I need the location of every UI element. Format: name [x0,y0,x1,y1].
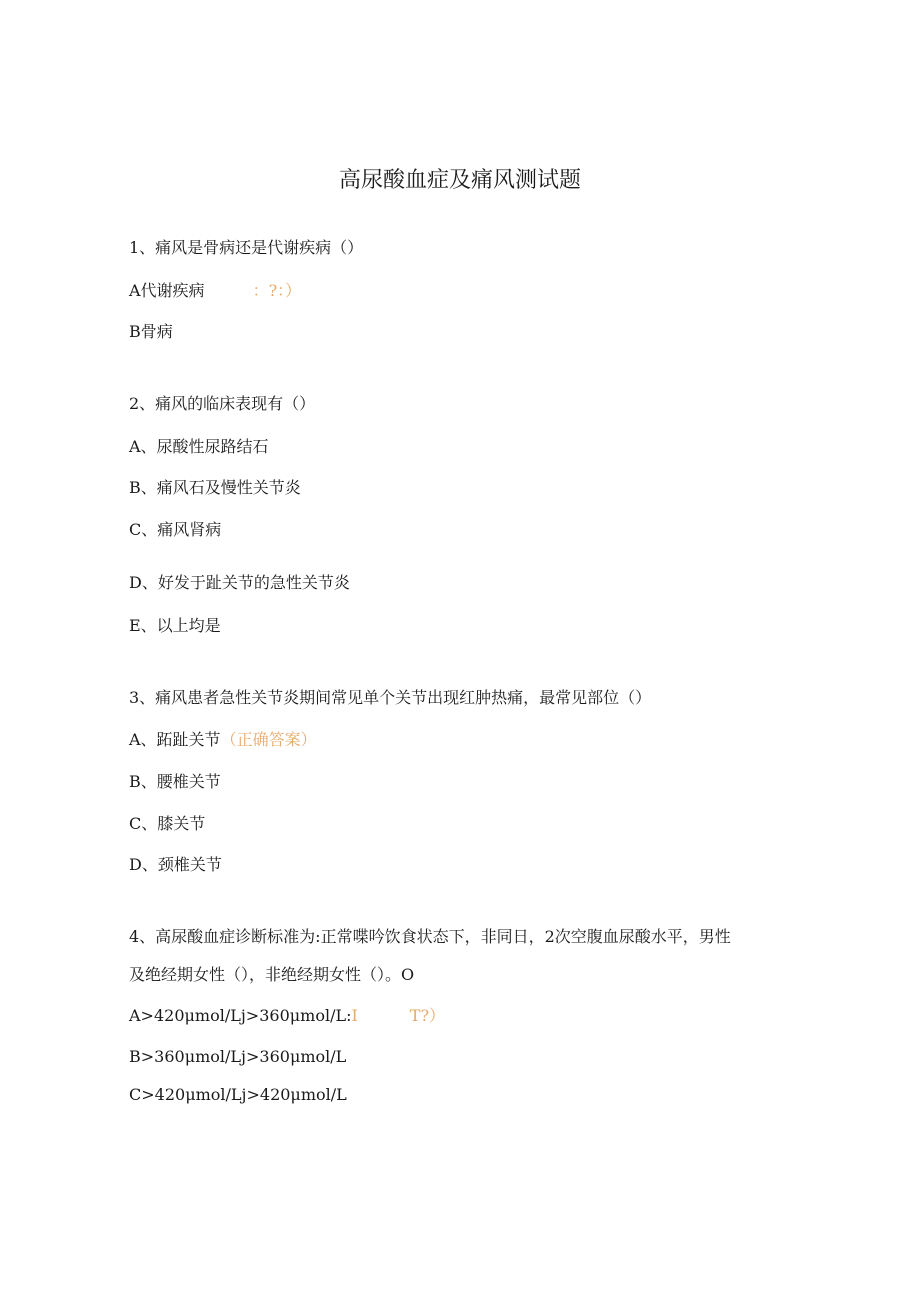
option-text: A>420μmol∕Lj>360μmol∕L: [129,1006,352,1025]
question-4-option-b: B>360μmol∕Lj>360μmol∕L [129,1047,347,1066]
question-3-stem: 3、痛风患者急性关节炎期间常见单个关节出现红肿热痛，最常见部位（） [129,688,652,707]
answer-mark: I [351,1006,358,1025]
question-3-option-c: C、膝关节 [129,814,206,833]
question-2-option-c: C、痛风肾病 [129,520,222,539]
question-4-stem-line-2: 及绝经期女性（），非绝经期女性（）。O [129,965,415,984]
option-text: A、跖趾关节 [129,730,221,749]
question-2-option-e: E、以上均是 [129,616,221,635]
question-2-stem: 2、痛风的临床表现有（） [129,394,316,413]
answer-mark: T?） [409,1006,446,1025]
question-4-option-a [129,1005,445,1027]
question-2-option-d: D、好发于趾关节的急性关节炎 [129,573,350,592]
question-1-option-a [129,280,301,302]
page-title: 高尿酸血症及痛风测试题 [338,168,581,193]
question-3-option-b: B、腰椎关节 [129,772,221,791]
question-3-option-d: D、颈椎关节 [129,855,222,874]
question-2-option-b: B、痛风石及慢性关节炎 [129,478,301,497]
option-text: A代谢疾病 [129,281,205,300]
question-3-option-a [129,729,317,751]
question-4-stem-line-1: 4、高尿酸血症诊断标准为:正常喋吟饮食状态下，非同日，2次空腹血尿酸水平，男性 [129,927,731,946]
question-1-option-b: B骨病 [129,322,173,341]
answer-mark: ：?：） [252,281,302,300]
correct-answer-mark: （正确答案） [220,730,317,749]
question-2-option-a: A、尿酸性尿路结石 [129,437,269,456]
question-1-stem: 1、痛风是骨病还是代谢疾病（） [129,238,364,257]
question-4-option-c: C>420μmol∕Lj>420μmol∕L [129,1085,347,1104]
